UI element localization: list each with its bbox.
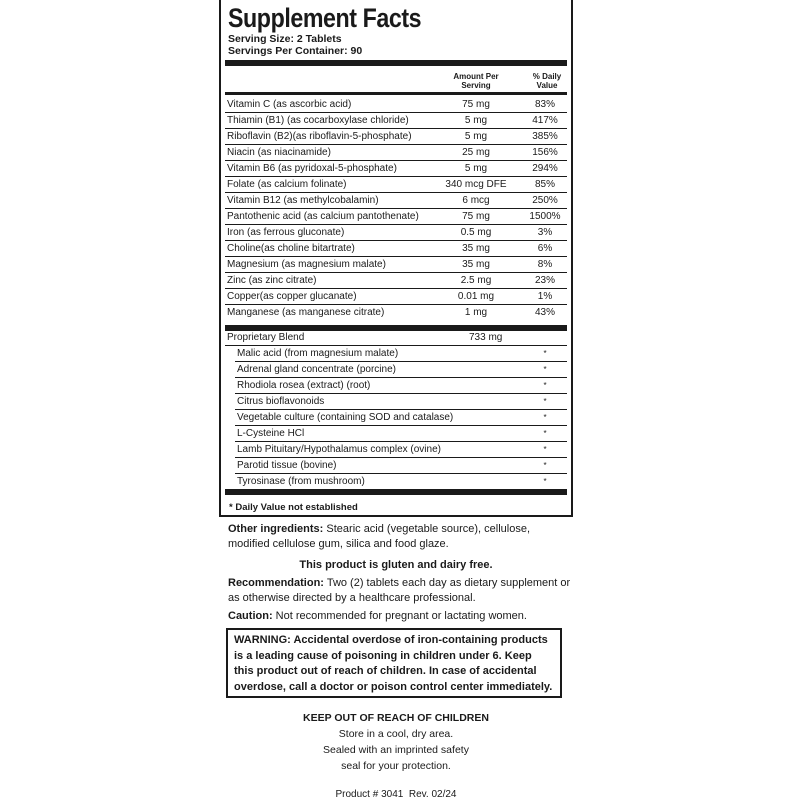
servings-per-container: Servings Per Container: 90 — [228, 45, 363, 57]
nutrient-row — [225, 129, 567, 145]
nutrient-row — [225, 97, 567, 113]
recommendation-text: Two (2) tablets each day as dietary supplement or as otherwise directed by a healthcare professional. — [228, 577, 571, 604]
blend-ingredient-name: L-Cysteine HCl — [237, 428, 305, 439]
blend-ingredient-row — [235, 362, 567, 378]
nutrient-daily-value: 417% — [532, 115, 558, 126]
nutrient-name: Manganese (as manganese citrate) — [227, 307, 385, 318]
divider-thick — [225, 60, 567, 66]
blend-ingredient-dv: * — [543, 445, 547, 454]
nutrient-amount: 1 mg — [464, 307, 488, 318]
nutrient-row — [225, 273, 567, 289]
blend-ingredient-row — [235, 378, 567, 394]
nutrient-row — [225, 193, 567, 209]
blend-ingredient-name: Tyrosinase (from mushroom) — [237, 476, 365, 487]
nutrient-name: Choline(as choline bitartrate) — [227, 243, 355, 254]
nutrient-amount: 75 mg — [462, 99, 490, 110]
nutrient-row — [225, 241, 567, 257]
nutrient-name: Zinc (as zinc citrate) — [227, 275, 317, 286]
blend-ingredient-name: Citrus bioflavonoids — [237, 396, 325, 407]
nutrient-amount: 5 mg — [464, 163, 488, 174]
nutrient-name: Iron (as ferrous gluconate) — [227, 227, 345, 238]
blend-ingredient-name: Parotid tissue (bovine) — [237, 460, 337, 471]
blend-ingredient-row — [235, 426, 567, 442]
other-ingredients-label: Other ingredients: — [228, 523, 324, 535]
divider-header — [225, 92, 567, 95]
nutrient-row — [225, 177, 567, 193]
blend-ingredient-name: Vegetable culture (containing SOD and catalase) — [237, 412, 454, 423]
amount-header-line2: Serving — [461, 81, 491, 90]
blend-ingredient-row — [235, 394, 567, 410]
blend-ingredient-name: Adrenal gland concentrate (porcine) — [237, 364, 396, 375]
nutrient-daily-value: 23% — [534, 275, 555, 286]
blend-ingredient-row — [235, 458, 567, 474]
nutrient-amount: 2.5 mg — [460, 275, 492, 286]
blend-ingredient-name: Malic acid (from magnesium malate) — [237, 348, 399, 359]
blend-ingredient-row — [235, 442, 567, 458]
daily-value-header — [521, 72, 573, 90]
nutrient-name: Folate (as calcium folinate) — [227, 179, 347, 190]
nutrient-amount: 0.01 mg — [457, 291, 495, 302]
dv-header-line1: % Daily — [532, 72, 562, 81]
nutrient-row — [225, 161, 567, 177]
nutrient-row — [225, 209, 567, 225]
blend-ingredient-dv: * — [543, 349, 547, 358]
nutrient-amount: 5 mg — [464, 115, 488, 126]
blend-ingredient-dv: * — [543, 461, 547, 470]
nutrient-name: Vitamin B12 (as methylcobalamin) — [227, 195, 379, 206]
blend-ingredient-row — [235, 346, 567, 362]
other-ingredients-text: Stearic acid (vegetable source), cellulose, modified cellulose gum, silica and food glaze. — [228, 523, 531, 550]
storage-line-2: Sealed with an imprinted safety — [323, 744, 469, 756]
nutrient-name: Vitamin B6 (as pyridoxal-5-phosphate) — [227, 163, 397, 174]
nutrient-amount: 6 mcg — [462, 195, 490, 206]
nutrient-daily-value: 294% — [532, 163, 558, 174]
caution-text: Not recommended for pregnant or lactating women. — [272, 610, 527, 622]
caution — [228, 609, 573, 624]
nutrient-amount: 75 mg — [462, 211, 490, 222]
nutrient-daily-value: 1% — [537, 291, 553, 302]
nutrient-name: Magnesium (as magnesium malate) — [227, 259, 386, 270]
nutrient-row — [225, 113, 567, 129]
blend-ingredient-name: Lamb Pituitary/Hypothalamus complex (ovine) — [237, 444, 441, 455]
blend-row — [225, 330, 567, 346]
nutrient-daily-value: 8% — [537, 259, 553, 270]
blend-ingredient-name: Rhodiola rosea (extract) (root) — [237, 380, 371, 391]
supplement-facts-panel — [219, 0, 573, 517]
blend-ingredient-dv: * — [543, 413, 547, 422]
blend-ingredient-dv: * — [543, 429, 547, 438]
serving-size: Serving Size: 2 Tablets — [228, 33, 342, 45]
amount-header-line1: Amount Per — [453, 72, 499, 81]
nutrient-amount: 340 mcg DFE — [445, 179, 507, 190]
nutrient-row — [225, 289, 567, 305]
nutrient-amount: 5 mg — [464, 131, 488, 142]
nutrient-name: Riboflavin (B2)(as riboflavin-5-phosphate) — [227, 131, 412, 142]
nutrient-name: Vitamin C (as ascorbic acid) — [227, 99, 352, 110]
nutrient-daily-value: 385% — [532, 131, 558, 142]
nutrient-name: Thiamin (B1) (as cocarboxylase chloride) — [227, 115, 409, 126]
daily-value-footnote: * Daily Value not established — [229, 502, 358, 513]
other-ingredients — [228, 522, 573, 552]
nutrient-daily-value: 85% — [534, 179, 555, 190]
storage-line-3: seal for your protection. — [341, 760, 451, 772]
nutrient-daily-value: 3% — [537, 227, 553, 238]
product-number: Product # 3041 Rev. 02/24 — [335, 789, 457, 800]
blend-ingredient-row — [235, 474, 567, 490]
nutrient-name: Pantothenic acid (as calcium pantothenate) — [227, 211, 419, 222]
iron-warning-box: WARNING: Accidental overdose of iron-containing products is a leading cause of poisoning in children under 6. Keep this product out of reach of children. In case of accidental overdose, call a doctor or poison control center immediately. — [226, 628, 562, 698]
nutrient-row — [225, 305, 567, 321]
nutrient-row — [225, 145, 567, 161]
caution-label: Caution: — [228, 610, 273, 622]
amount-per-serving-header — [431, 72, 521, 90]
nutrient-name: Copper(as copper glucanate) — [227, 291, 357, 302]
nutrient-row — [225, 257, 567, 273]
divider-footnote — [225, 489, 567, 495]
storage-line-1: Store in a cool, dry area. — [338, 728, 454, 740]
nutrient-row — [225, 225, 567, 241]
recommendation — [228, 576, 573, 606]
nutrient-daily-value: 43% — [534, 307, 555, 318]
gluten-dairy-free: This product is gluten and dairy free. — [299, 559, 493, 571]
blend-name: Proprietary Blend — [227, 332, 305, 343]
blend-ingredient-dv: * — [543, 477, 547, 486]
nutrient-daily-value: 1500% — [529, 211, 561, 222]
blend-ingredient-row — [235, 410, 567, 426]
recommendation-label: Recommendation: — [228, 577, 324, 589]
blend-ingredient-dv: * — [543, 381, 547, 390]
panel-title: Supplement Facts — [228, 3, 422, 33]
blend-amount: 733 mg — [469, 332, 503, 343]
dv-header-line2: Value — [536, 81, 558, 90]
nutrient-daily-value: 6% — [537, 243, 553, 254]
nutrient-amount: 0.5 mg — [460, 227, 492, 238]
nutrient-daily-value: 250% — [532, 195, 558, 206]
nutrient-amount: 25 mg — [462, 147, 490, 158]
nutrient-amount: 35 mg — [462, 259, 490, 270]
blend-ingredient-dv: * — [543, 365, 547, 374]
nutrient-amount: 35 mg — [462, 243, 490, 254]
nutrient-daily-value: 156% — [532, 147, 558, 158]
nutrient-daily-value: 83% — [534, 99, 555, 110]
keep-out-of-reach: KEEP OUT OF REACH OF CHILDREN — [303, 712, 489, 724]
blend-ingredient-dv: * — [543, 397, 547, 406]
nutrient-name: Niacin (as niacinamide) — [227, 147, 331, 158]
